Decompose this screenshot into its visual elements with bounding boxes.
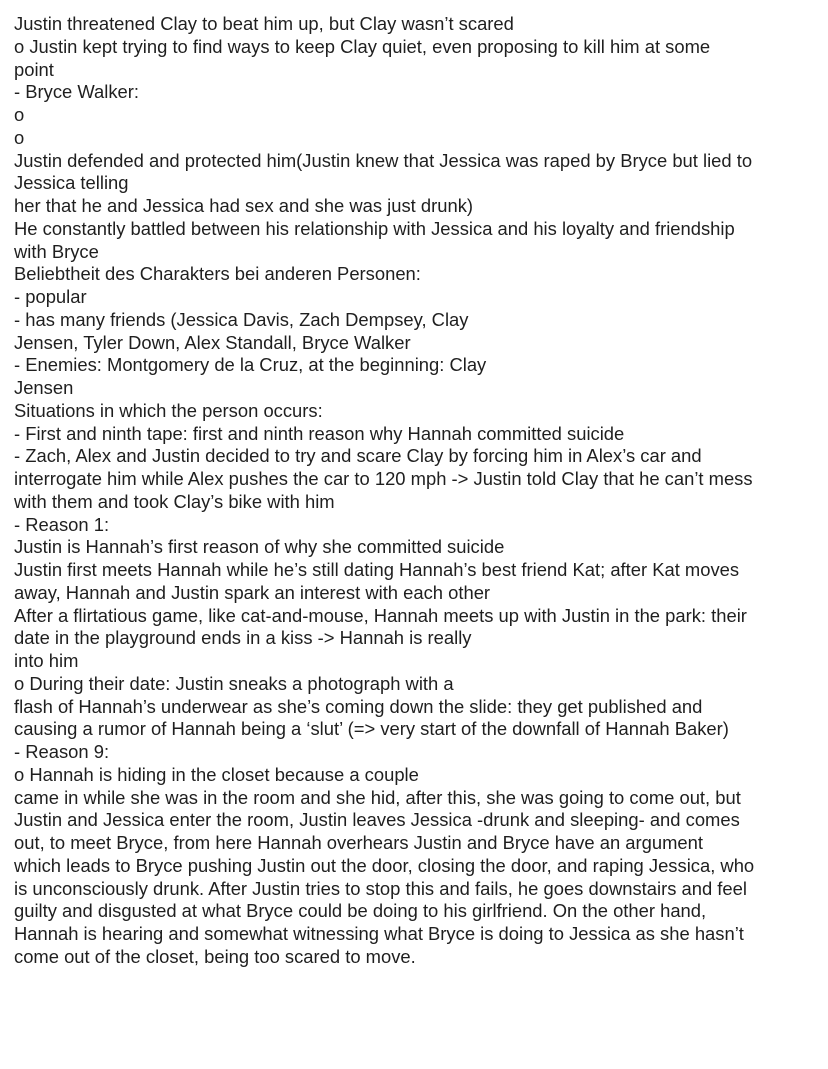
text-line: into him	[14, 650, 79, 671]
text-line: - Enemies: Montgomery de la Cruz, at the beginning: Clay	[14, 354, 487, 376]
text-line: with Bryce	[14, 240, 99, 262]
document-body	[14, 13, 822, 969]
text-line: Jessica telling	[14, 172, 129, 194]
text-line: with them and took Clay’s bike with him	[14, 490, 335, 512]
text-line: interrogate him while Alex pushes the car to 120 mph -> Justin told Clay that he can’t mess	[14, 468, 753, 489]
text-line: o Justin kept trying to find ways to keep Clay quiet, even proposing to kill him at some	[14, 35, 711, 57]
text-line: Beliebtheit des Charakters bei anderen Personen:	[14, 263, 421, 285]
text-line: After a flirtatious game, like cat-and-mouse, Hannah meets up with Justin in the park: their	[14, 604, 747, 626]
text-line: Justin defended and protected him(Justin knew that Jessica was raped by Bryce but lied to	[14, 149, 753, 171]
text-line: causing a rumor of Hannah being a ‘slut’ (=> very start of the downfall of Hannah Baker)	[14, 718, 729, 740]
text-line: come out of the closet, being too scared to move.	[14, 945, 416, 967]
text-line: - Zach, Alex and Justin decided to try and scare Clay by forcing him in Alex’s car and	[14, 445, 702, 467]
text-line: Justin threatened Clay to beat him up, but Clay wasn’t scared	[14, 13, 514, 34]
text-line: date in the playground ends in a kiss -> Hannah is really	[14, 627, 472, 649]
text-line: away, Hannah and Justin spark an interest with each other	[14, 581, 491, 603]
text-line: o	[14, 104, 25, 125]
text-line: - First and ninth tape: first and ninth reason why Hannah committed suicide	[14, 422, 625, 444]
text-line: point	[14, 58, 54, 80]
text-line: guilty and disgusted at what Bryce could be doing to his girlfriend. On the other hand,	[14, 900, 707, 922]
text-line: her that he and Jessica had sex and she was just drunk)	[14, 195, 474, 216]
text-line: came in while she was in the room and she hid, after this, she was going to come out, but	[14, 786, 741, 808]
text-line: Justin first meets Hannah while he’s still dating Hannah’s best friend Kat; after Kat moves	[14, 559, 740, 580]
text-line: out, to meet Bryce, from here Hannah overhears Justin and Bryce have an argument	[14, 832, 703, 853]
text-line: Justin is Hannah’s first reason of why she committed suicide	[14, 536, 505, 558]
text-line: - popular	[14, 286, 87, 307]
text-line: - Reason 9:	[14, 741, 110, 762]
text-line: - has many friends (Jessica Davis, Zach Dempsey, Clay	[14, 308, 469, 330]
text-line: Situations in which the person occurs:	[14, 399, 323, 421]
text-line: is unconsciously drunk. After Justin tries to stop this and fails, he goes downstairs and feel	[14, 877, 747, 899]
text-line: He constantly battled between his relationship with Jessica and his loyalty and friendship	[14, 217, 735, 239]
text-line: Jensen, Tyler Down, Alex Standall, Bryce Walker	[14, 331, 411, 353]
text-line: o	[14, 126, 25, 148]
text-line: Hannah is hearing and somewhat witnessing what Bryce is doing to Jessica as she hasn’t	[14, 923, 744, 944]
text-line: - Bryce Walker:	[14, 81, 139, 103]
text-line: Jensen	[14, 377, 74, 398]
text-line: flash of Hannah’s underwear as she’s coming down the slide: they get published and	[14, 695, 703, 717]
text-line: Justin and Jessica enter the room, Justin leaves Jessica -drunk and sleeping- and comes	[14, 809, 740, 831]
text-line: which leads to Bryce pushing Justin out the door, closing the door, and raping Jessica, who	[14, 854, 755, 876]
text-line: o Hannah is hiding in the closet because a couple	[14, 763, 419, 785]
text-line: - Reason 1:	[14, 513, 110, 535]
text-line: o During their date: Justin sneaks a photograph with a	[14, 672, 454, 694]
